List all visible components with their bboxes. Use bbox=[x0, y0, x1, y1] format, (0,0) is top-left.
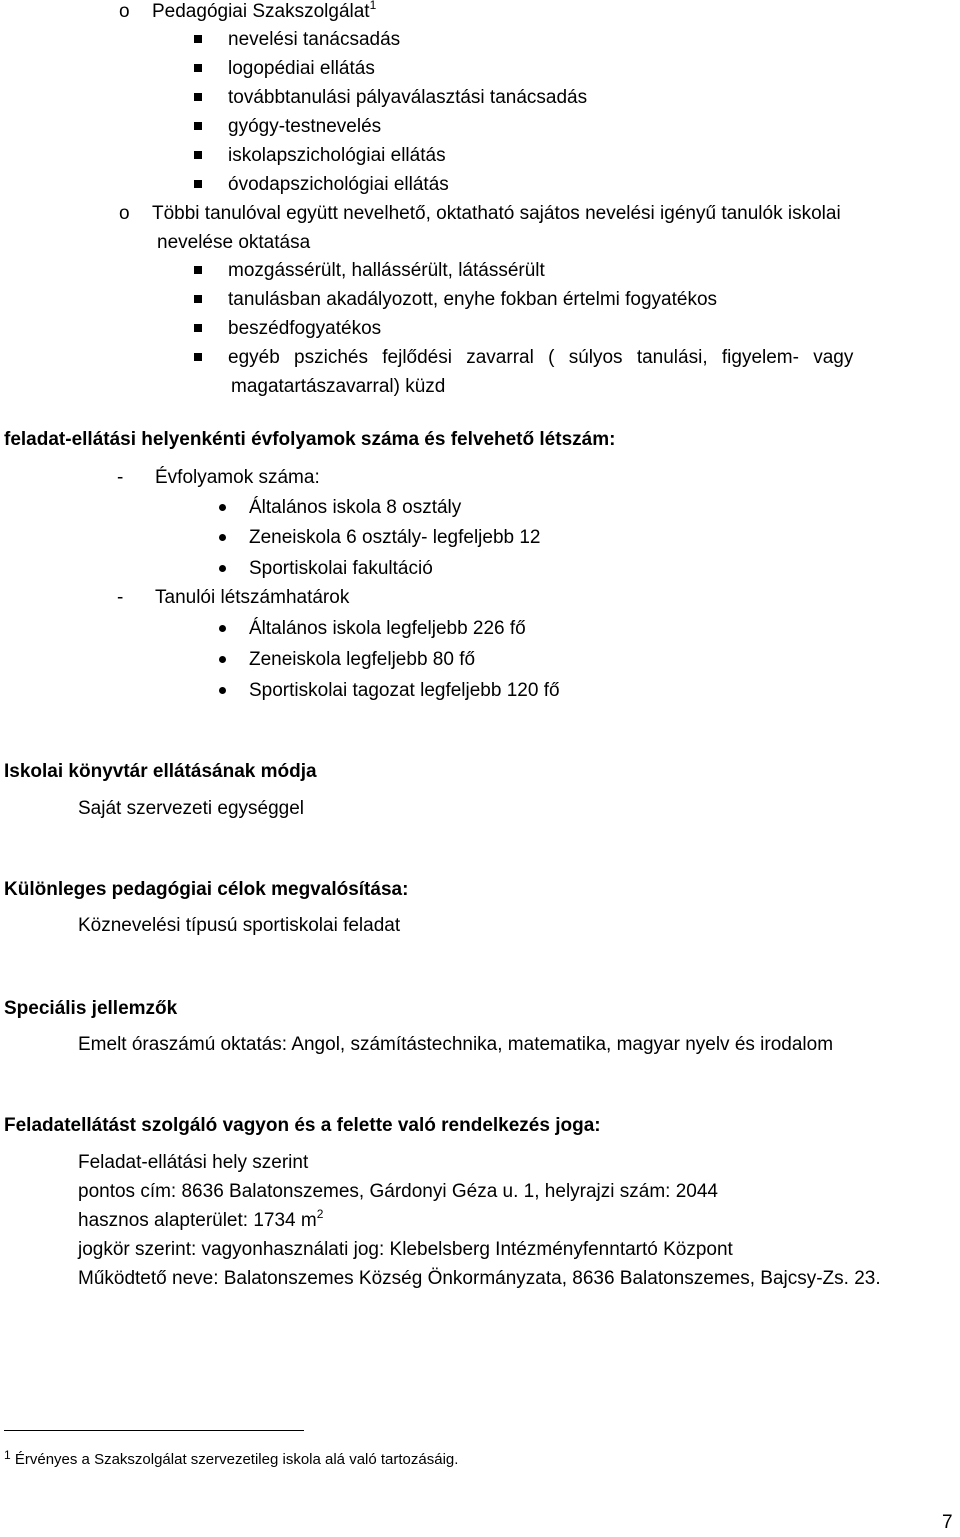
section-text-special-features: Emelt óraszámú oktatás: Angol, számítástechnika, matematika, magyar nyelv és irodalom bbox=[78, 1034, 834, 1055]
sub-list-item-justified bbox=[228, 346, 956, 370]
round-bullet-icon bbox=[219, 625, 226, 632]
footnote bbox=[4, 1446, 458, 1469]
footnote-separator bbox=[4, 1430, 304, 1431]
list-item-title-line1: Többi tanulóval együtt nevelhető, oktatható sajátos nevelési igényű tanulók iskolai bbox=[152, 203, 841, 224]
sub-list-item: mozgássérült, hallássérült, látássérült bbox=[228, 260, 545, 281]
footnote-text: Érvényes a Szakszolgálat szervezetileg iskola alá való tartozásáig. bbox=[14, 1451, 459, 1468]
list-item-title-line2: nevelése oktatása bbox=[157, 232, 311, 253]
list-marker-o: o bbox=[119, 1, 130, 22]
assets-line: Feladat-ellátási hely szerint bbox=[78, 1152, 309, 1173]
dash-marker: - bbox=[117, 587, 124, 608]
dash-marker: - bbox=[117, 467, 124, 488]
section-heading-grades: feladat-ellátási helyenkénti évfolyamok száma és felvehető létszám: bbox=[4, 429, 616, 450]
list-item-title bbox=[152, 0, 376, 24]
bullet-item: Zeneiskola 6 osztály- legfeljebb 12 bbox=[249, 527, 541, 548]
bullet-item: Zeneiskola legfeljebb 80 fő bbox=[249, 649, 476, 670]
bullet-item: Sportiskolai fakultáció bbox=[249, 558, 433, 579]
section-heading-special-features: Speciális jellemzők bbox=[4, 998, 178, 1019]
section-text-special-goals: Köznevelési típusú sportiskolai feladat bbox=[78, 915, 401, 936]
square-bullet-icon bbox=[194, 266, 202, 274]
dash-item-label: Évfolyamok száma: bbox=[155, 467, 320, 488]
square-bullet-icon bbox=[194, 151, 202, 159]
round-bullet-icon bbox=[219, 687, 226, 694]
round-bullet-icon bbox=[219, 656, 226, 663]
bullet-item: Általános iskola 8 osztály bbox=[249, 497, 462, 518]
bullet-item: Általános iskola legfeljebb 226 fő bbox=[249, 618, 526, 639]
list-marker-o: o bbox=[119, 203, 130, 224]
section-text-library: Saját szervezeti egységgel bbox=[78, 798, 305, 819]
section-heading-assets: Feladatellátást szolgáló vagyon és a felette való rendelkezés joga: bbox=[4, 1115, 601, 1136]
square-bullet-icon bbox=[194, 295, 202, 303]
footnote-number: 1 bbox=[4, 1448, 11, 1462]
sub-list-item-text: egyéb pszichés fejlődési zavarral ( súlyos tanulási, figyelem- vagy bbox=[228, 347, 854, 368]
square-bullet-icon bbox=[194, 64, 202, 72]
page-number: 7 bbox=[942, 1512, 953, 1533]
round-bullet-icon bbox=[219, 534, 226, 541]
section-heading-special-goals: Különleges pedagógiai célok megvalósítása: bbox=[4, 879, 409, 900]
square-bullet-icon bbox=[194, 35, 202, 43]
sub-list-item: óvodapszichológiai ellátás bbox=[228, 174, 449, 195]
square-bullet-icon bbox=[194, 180, 202, 188]
footnote-ref: 1 bbox=[369, 0, 377, 12]
assets-area-text: hasznos alapterület: 1734 m bbox=[78, 1210, 317, 1231]
assets-line: pontos cím: 8636 Balatonszemes, Gárdonyi Géza u. 1, helyrajzi szám: 2044 bbox=[78, 1181, 718, 1202]
square-bullet-icon bbox=[194, 122, 202, 130]
assets-line: Működtető neve: Balatonszemes Község Önkormányzata, 8636 Balatonszemes, Bajcsy-Zs. 23. bbox=[78, 1268, 881, 1289]
sub-list-item: nevelési tanácsadás bbox=[228, 29, 401, 50]
assets-line-area bbox=[78, 1209, 323, 1233]
sub-list-item: gyógy-testnevelés bbox=[228, 116, 382, 137]
square-bullet-icon bbox=[194, 353, 202, 361]
sub-list-item: logopédiai ellátás bbox=[228, 58, 375, 79]
dash-item-label: Tanulói létszámhatárok bbox=[155, 587, 350, 608]
section-heading-library: Iskolai könyvtár ellátásának módja bbox=[4, 761, 317, 782]
sub-list-item: tanulásban akadályozott, enyhe fokban értelmi fogyatékos bbox=[228, 289, 718, 310]
list-item-title-text: Pedagógiai Szakszolgálat bbox=[152, 1, 370, 22]
sub-list-item: beszédfogyatékos bbox=[228, 318, 382, 339]
sub-list-item: iskolapszichológiai ellátás bbox=[228, 145, 446, 166]
superscript-unit: 2 bbox=[316, 1207, 324, 1221]
sub-list-item: továbbtanulási pályaválasztási tanácsadás bbox=[228, 87, 588, 108]
sub-list-item-continuation: magatartászavarral) küzd bbox=[231, 376, 446, 397]
round-bullet-icon bbox=[219, 504, 226, 511]
square-bullet-icon bbox=[194, 93, 202, 101]
assets-line: jogkör szerint: vagyonhasználati jog: Klebelsberg Intézményfenntartó Központ bbox=[78, 1239, 733, 1260]
round-bullet-icon bbox=[219, 565, 226, 572]
bullet-item: Sportiskolai tagozat legfeljebb 120 fő bbox=[249, 680, 560, 701]
square-bullet-icon bbox=[194, 324, 202, 332]
